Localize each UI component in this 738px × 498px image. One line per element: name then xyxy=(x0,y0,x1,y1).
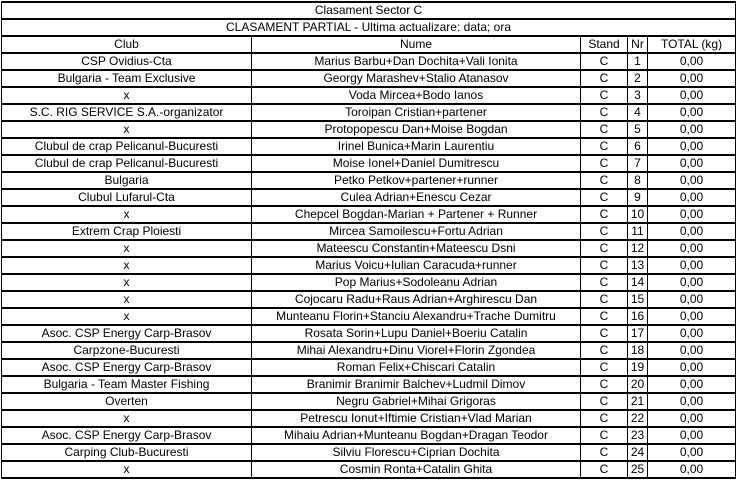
nr-cell: 21 xyxy=(628,393,648,410)
table-row xyxy=(2,410,736,427)
club-cell: CSP Ovidius-Cta xyxy=(2,53,252,70)
nr-cell: 3 xyxy=(628,87,648,104)
table-row xyxy=(2,121,736,138)
nume-cell: Moise Ionel+Daniel Dumitrescu xyxy=(252,155,581,172)
nume-cell: Mihaiu Adrian+Munteanu Bogdan+Dragan Teodor xyxy=(252,427,581,444)
stand-cell: C xyxy=(581,223,628,240)
total-cell: 0,00 xyxy=(648,70,736,87)
club-cell: Clubul Lufarul-Cta xyxy=(2,189,252,206)
club-cell: Asoc. CSP Energy Carp-Brasov xyxy=(2,359,252,376)
nr-cell: 10 xyxy=(628,206,648,223)
nume-cell: Mihai Alexandru+Dinu Viorel+Florin Zgondea xyxy=(252,342,581,359)
table-subtitle: CLASAMENT PARTIAL - Ultima actualizare: data; ora xyxy=(2,19,736,36)
nr-cell: 2 xyxy=(628,70,648,87)
stand-cell: C xyxy=(581,53,628,70)
total-cell: 0,00 xyxy=(648,410,736,427)
stand-cell: C xyxy=(581,104,628,121)
club-cell: x xyxy=(2,274,252,291)
club-cell: x xyxy=(2,206,252,223)
club-cell: x xyxy=(2,291,252,308)
nr-cell: 5 xyxy=(628,121,648,138)
clasament-table xyxy=(1,1,736,479)
club-cell: Carping Club-Bucuresti xyxy=(2,444,252,461)
nume-cell: Chepcel Bogdan-Marian + Partener + Runner xyxy=(252,206,581,223)
stand-cell: C xyxy=(581,393,628,410)
nr-cell: 17 xyxy=(628,325,648,342)
nume-cell: Negru Gabriel+Mihai Grigoras xyxy=(252,393,581,410)
nume-cell: Roman Felix+Chiscari Catalin xyxy=(252,359,581,376)
club-cell: x xyxy=(2,87,252,104)
table-row xyxy=(2,138,736,155)
total-cell: 0,00 xyxy=(648,138,736,155)
nr-cell: 19 xyxy=(628,359,648,376)
stand-cell: C xyxy=(581,461,628,478)
club-cell: x xyxy=(2,308,252,325)
nr-cell: 20 xyxy=(628,376,648,393)
total-cell: 0,00 xyxy=(648,155,736,172)
nume-cell: Marius Voicu+Iulian Caracuda+runner xyxy=(252,257,581,274)
table-row xyxy=(2,342,736,359)
table-row xyxy=(2,427,736,444)
nr-cell: 23 xyxy=(628,427,648,444)
table-body xyxy=(2,53,736,478)
stand-cell: C xyxy=(581,308,628,325)
nume-cell: Branimir Branimir Balchev+Ludmil Dimov xyxy=(252,376,581,393)
table-row xyxy=(2,70,736,87)
total-cell: 0,00 xyxy=(648,461,736,478)
nr-cell: 8 xyxy=(628,172,648,189)
nr-cell: 1 xyxy=(628,53,648,70)
nume-cell: Culea Adrian+Enescu Cezar xyxy=(252,189,581,206)
table-row xyxy=(2,257,736,274)
club-cell: x xyxy=(2,121,252,138)
club-cell: S.C. RIG SERVICE S.A.-organizator xyxy=(2,104,252,121)
table-row xyxy=(2,155,736,172)
stand-cell: C xyxy=(581,291,628,308)
total-cell: 0,00 xyxy=(648,427,736,444)
club-cell: Bulgaria xyxy=(2,172,252,189)
table-row xyxy=(2,87,736,104)
stand-cell: C xyxy=(581,138,628,155)
table-row xyxy=(2,104,736,121)
nume-cell: Marius Barbu+Dan Dochita+Vali Ionita xyxy=(252,53,581,70)
nr-cell: 14 xyxy=(628,274,648,291)
total-cell: 0,00 xyxy=(648,342,736,359)
stand-cell: C xyxy=(581,257,628,274)
table-row xyxy=(2,308,736,325)
nume-cell: Mircea Samoilescu+Fortu Adrian xyxy=(252,223,581,240)
nr-cell: 16 xyxy=(628,308,648,325)
stand-cell: C xyxy=(581,444,628,461)
stand-cell: C xyxy=(581,274,628,291)
column-header-stand: Stand xyxy=(581,36,628,53)
club-cell: Bulgaria - Team Exclusive xyxy=(2,70,252,87)
club-cell: x xyxy=(2,410,252,427)
club-cell: Carpzone-Bucuresti xyxy=(2,342,252,359)
club-cell: Asoc. CSP Energy Carp-Brasov xyxy=(2,427,252,444)
total-cell: 0,00 xyxy=(648,206,736,223)
total-cell: 0,00 xyxy=(648,257,736,274)
stand-cell: C xyxy=(581,427,628,444)
nume-cell: Silviu Florescu+Ciprian Dochita xyxy=(252,444,581,461)
table-row xyxy=(2,376,736,393)
total-cell: 0,00 xyxy=(648,172,736,189)
nume-cell: Irinel Bunica+Marin Laurentiu xyxy=(252,138,581,155)
club-cell: Clubul de crap Pelicanul-Bucuresti xyxy=(2,155,252,172)
table-title: Clasament Sector C xyxy=(2,2,736,19)
table-row xyxy=(2,393,736,410)
stand-cell: C xyxy=(581,206,628,223)
column-header-nume: Nume xyxy=(252,36,581,53)
nr-cell: 9 xyxy=(628,189,648,206)
stand-cell: C xyxy=(581,325,628,342)
subtitle-row xyxy=(2,19,736,36)
total-cell: 0,00 xyxy=(648,87,736,104)
club-cell: Overten xyxy=(2,393,252,410)
total-cell: 0,00 xyxy=(648,325,736,342)
stand-cell: C xyxy=(581,240,628,257)
nr-cell: 15 xyxy=(628,291,648,308)
total-cell: 0,00 xyxy=(648,223,736,240)
column-header-total: TOTAL (kg) xyxy=(648,36,736,53)
table-row xyxy=(2,189,736,206)
stand-cell: C xyxy=(581,121,628,138)
nume-cell: Petko Petkov+partener+runner xyxy=(252,172,581,189)
nr-cell: 12 xyxy=(628,240,648,257)
total-cell: 0,00 xyxy=(648,393,736,410)
stand-cell: C xyxy=(581,342,628,359)
table-row xyxy=(2,291,736,308)
total-cell: 0,00 xyxy=(648,359,736,376)
nume-cell: Pop Marius+Sodoleanu Adrian xyxy=(252,274,581,291)
nr-cell: 11 xyxy=(628,223,648,240)
column-header-row xyxy=(2,36,736,53)
nr-cell: 4 xyxy=(628,104,648,121)
table-row xyxy=(2,206,736,223)
stand-cell: C xyxy=(581,376,628,393)
total-cell: 0,00 xyxy=(648,53,736,70)
stand-cell: C xyxy=(581,410,628,427)
nume-cell: Voda Mircea+Bodo Ianos xyxy=(252,87,581,104)
nr-cell: 6 xyxy=(628,138,648,155)
nume-cell: Georgy Marashev+Stalio Atanasov xyxy=(252,70,581,87)
club-cell: Extrem Crap Ploiesti xyxy=(2,223,252,240)
stand-cell: C xyxy=(581,87,628,104)
nr-cell: 25 xyxy=(628,461,648,478)
nr-cell: 7 xyxy=(628,155,648,172)
total-cell: 0,00 xyxy=(648,121,736,138)
stand-cell: C xyxy=(581,155,628,172)
total-cell: 0,00 xyxy=(648,291,736,308)
total-cell: 0,00 xyxy=(648,376,736,393)
table-row xyxy=(2,461,736,478)
table-row xyxy=(2,172,736,189)
club-cell: Asoc. CSP Energy Carp-Brasov xyxy=(2,325,252,342)
table-row xyxy=(2,359,736,376)
total-cell: 0,00 xyxy=(648,240,736,257)
column-header-nr: Nr xyxy=(628,36,648,53)
nume-cell: Toroipan Cristian+partener xyxy=(252,104,581,121)
table-row xyxy=(2,444,736,461)
total-cell: 0,00 xyxy=(648,189,736,206)
stand-cell: C xyxy=(581,70,628,87)
nume-cell: Cojocaru Radu+Raus Adrian+Arghirescu Dan xyxy=(252,291,581,308)
stand-cell: C xyxy=(581,359,628,376)
club-cell: x xyxy=(2,461,252,478)
nr-cell: 24 xyxy=(628,444,648,461)
club-cell: Bulgaria - Team Master Fishing xyxy=(2,376,252,393)
total-cell: 0,00 xyxy=(648,104,736,121)
total-cell: 0,00 xyxy=(648,308,736,325)
total-cell: 0,00 xyxy=(648,444,736,461)
stand-cell: C xyxy=(581,189,628,206)
title-row xyxy=(2,2,736,19)
nume-cell: Cosmin Ronta+Catalin Ghita xyxy=(252,461,581,478)
nume-cell: Munteanu Florin+Stanciu Alexandru+Trache Dumitru xyxy=(252,308,581,325)
club-cell: x xyxy=(2,257,252,274)
club-cell: x xyxy=(2,240,252,257)
total-cell: 0,00 xyxy=(648,274,736,291)
nume-cell: Rosata Sorin+Lupu Daniel+Boeriu Catalin xyxy=(252,325,581,342)
table-row xyxy=(2,223,736,240)
table-row xyxy=(2,325,736,342)
table-row xyxy=(2,53,736,70)
nr-cell: 13 xyxy=(628,257,648,274)
column-header-club: Club xyxy=(2,36,252,53)
nume-cell: Mateescu Constantin+Mateescu Dsni xyxy=(252,240,581,257)
club-cell: Clubul de crap Pelicanul-Bucuresti xyxy=(2,138,252,155)
nr-cell: 22 xyxy=(628,410,648,427)
table-row xyxy=(2,274,736,291)
nume-cell: Protopopescu Dan+Moise Bogdan xyxy=(252,121,581,138)
stand-cell: C xyxy=(581,172,628,189)
table-row xyxy=(2,240,736,257)
nr-cell: 18 xyxy=(628,342,648,359)
nume-cell: Petrescu Ionut+Iftimie Cristian+Vlad Marian xyxy=(252,410,581,427)
